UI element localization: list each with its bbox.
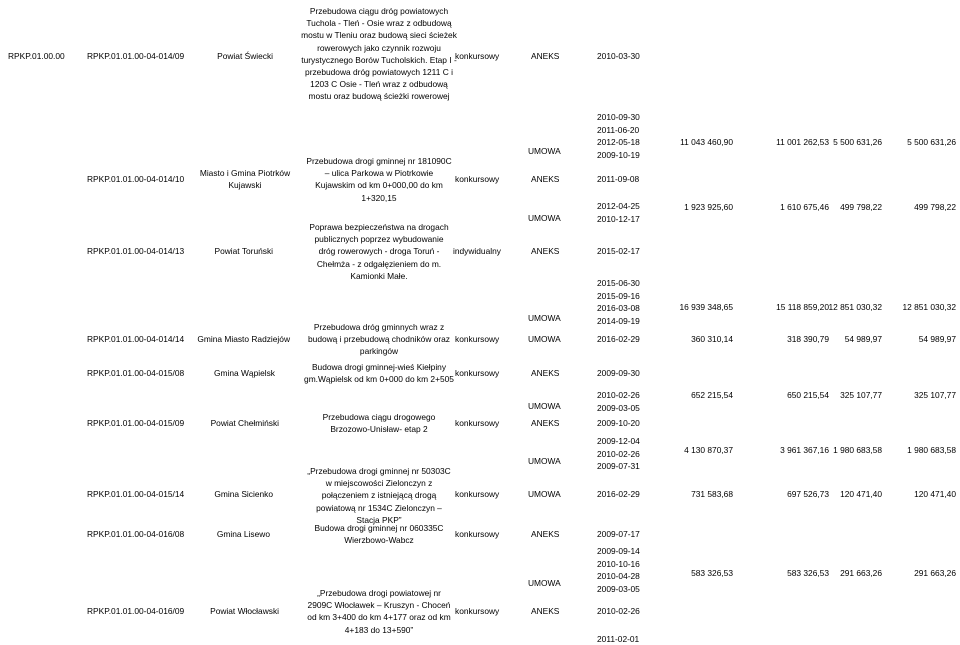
document-date: 2009-09-30 [597, 368, 640, 378]
document-type: UMOWA [528, 489, 561, 499]
selection-mode: konkursowy [455, 334, 500, 344]
project-code: RPKP.01.01.00-04-014/10 [87, 174, 185, 184]
project-code: RPKP.01.01.00-04-014/13 [87, 246, 185, 256]
date-item: 2010-09-30 [597, 112, 640, 122]
efrr-amount-previous: 1 980 683,58 [907, 445, 956, 455]
date-item: 2011-06-20 [597, 124, 640, 135]
total-cost: 11 043 460,90 [680, 137, 733, 147]
document-type: UMOWA [528, 146, 561, 156]
beneficiary: Gmina Lisewo [216, 529, 270, 539]
document-date: 2009-10-20 [597, 418, 640, 428]
date-item: 2015-06-30 [597, 278, 640, 288]
date-item: 2009-12-04 [597, 436, 640, 446]
document-date: 2011-09-08 [597, 174, 640, 184]
date-item: 2009-03-05 [597, 402, 640, 413]
selection-mode: konkursowy [455, 606, 500, 616]
total-cost: 652 215,54 [691, 390, 733, 400]
date-item: 2014-09-19 [597, 315, 640, 326]
efrr-amount: 291 663,26 [914, 568, 956, 578]
document-date: 2016-02-29 [597, 489, 640, 499]
efrr-amount: 54 989,97 [918, 334, 956, 344]
efrr-amount: 499 798,22 [914, 202, 956, 212]
project-title: Przebudowa drogi gminnej nr 181090C – ulica Parkowa w Piotrkowie Kujawskim od km 0+000,00 do km 1+320,15 [306, 156, 452, 203]
document-date: 2011-02-01 [597, 634, 640, 644]
document-type: ANEKS [531, 174, 560, 184]
document-type: ANEKS [531, 529, 560, 539]
date-list [597, 545, 640, 595]
eligible-cost: 318 390,79 [787, 334, 829, 344]
selection-mode: konkursowy [455, 368, 500, 378]
selection-mode: konkursowy [455, 489, 500, 499]
selection-mode: indywidualny [453, 246, 501, 256]
project-code: RPKP.01.01.00-04-015/09 [87, 418, 185, 428]
project-title: „Przebudowa drogi gminnej nr 50303C w miejscowości Zielonczyn z połączeniem z istniejącą drogą powiatową nr 1534C Zielonczyn – Stacja PKP” [307, 466, 451, 525]
cofinancing: 120 471,40 [840, 489, 882, 499]
document-date: 2010-03-30 [597, 51, 640, 61]
date-item: 2009-07-31 [597, 461, 640, 472]
document-type: ANEKS [531, 51, 560, 61]
total-cost: 731 583,68 [691, 489, 733, 499]
document-date: 2016-02-29 [597, 334, 640, 344]
project-title: Przebudowa ciągu dróg powiatowych Tuchola - Tleń - Osie wraz z odbudową mostu w Tleniu oraz budową sieci ścieżek rowerowych jako czynnik rozwoju turystycznego Borów Tucholskich. Etap I - przebudowa dróg powiatowych 1211 C i 1203 C Osie - Tleń wraz z odbudową mostu oraz budową ścieżki rowerowej [301, 6, 457, 102]
efrr-amount: 120 471,40 [914, 489, 956, 499]
cofinancing: 325 107,77 [840, 390, 882, 400]
project-code: RPKP.01.01.00-04-015/14 [87, 489, 185, 499]
project-title: Przebudowa dróg gminnych wraz z budową i przebudową chodników oraz parkingów [308, 322, 450, 357]
cofinancing-previous: 1 980 683,58 [833, 445, 882, 455]
document-type: UMOWA [528, 313, 561, 323]
project-title: „Przebudowa drogi powiatowej nr 2909C Włocławek – Kruszyn - Choceń od km 3+400 do km 4+177 oraz od km 4+183 do 13+590” [307, 588, 451, 635]
project-title: Budowa drogi gminnej-wieś Kiełpiny gm.Wąpielsk od km 0+000 do km 2+505 [304, 362, 454, 385]
document-date: 2010-02-26 [597, 606, 640, 616]
date-item: 2009-09-14 [597, 546, 640, 556]
date-item: 2010-12-17 [597, 213, 640, 224]
project-title: Przebudowa ciągu drogowego Brzozowo-Unisław- etap 2 [322, 412, 436, 435]
project-code: RPKP.01.01.00-04-016/08 [87, 529, 185, 539]
date-item: 2010-10-16 [597, 558, 640, 569]
date-item: 2010-04-28 [597, 571, 640, 582]
date-item: 2012-04-25 [597, 201, 640, 211]
eligible-cost-previous: 15 118 859,20 [776, 302, 829, 312]
total-cost-previous: 16 939 348,65 [679, 302, 733, 312]
project-title: Poprawa bezpieczeństwa na drogach publicznych poprzez wybudowanie dróg rowerowych - droga Toruń - Chełmża - z odgałęzieniem do m. Kamionki Małe. [309, 222, 449, 281]
beneficiary: Powiat Toruński [214, 246, 273, 256]
beneficiary: Gmina Wąpielsk [214, 368, 275, 378]
total-cost: 360 310,14 [691, 334, 733, 344]
eligible-cost: 697 526,73 [787, 489, 829, 499]
document-type: ANEKS [531, 606, 560, 616]
date-item: 2010-02-26 [597, 448, 640, 459]
eligible-cost-previous: 3 961 367,16 [780, 445, 829, 455]
project-title: Budowa drogi gminnej nr 060335C Wierzbowo-Wabcz [314, 523, 444, 546]
document-date: 2015-02-17 [597, 246, 640, 256]
project-code: RPKP.01.01.00-04-014/14 [87, 334, 185, 344]
date-list [597, 435, 640, 473]
date-item: 2009-10-19 [597, 149, 640, 160]
cofinancing-previous: 12 851 030,32 [828, 302, 882, 312]
total-cost: 583 326,53 [691, 568, 733, 578]
selection-mode: konkursowy [455, 174, 500, 184]
beneficiary: Powiat Włocławski [210, 606, 279, 616]
main-code-prefix: RPKP.01.00.00 [8, 51, 65, 61]
document-type: UMOWA [528, 213, 561, 223]
project-code: RPKP.01.01.00-04-014/09 [87, 51, 185, 61]
cofinancing: 5 500 631,26 [833, 137, 882, 147]
efrr-amount: 5 500 631,26 [907, 137, 956, 147]
date-list [597, 277, 640, 327]
selection-mode: konkursowy [455, 418, 500, 428]
document-type: ANEKS [531, 418, 560, 428]
eligible-cost: 650 215,54 [787, 390, 829, 400]
cofinancing: 499 798,22 [840, 202, 882, 212]
eligible-cost: 11 001 262,53 [776, 137, 829, 147]
document-type: UMOWA [528, 334, 561, 344]
document-date: 2009-07-17 [597, 529, 640, 539]
date-item: 2009-03-05 [597, 583, 640, 594]
beneficiary: Gmina Miasto Radziejów [197, 334, 290, 344]
total-cost-previous: 4 130 870,37 [684, 445, 733, 455]
document-type: UMOWA [528, 401, 561, 411]
date-list [597, 200, 640, 225]
document-type: UMOWA [528, 456, 561, 466]
eligible-cost: 1 610 675,46 [780, 202, 829, 212]
date-list [597, 389, 640, 414]
document-type: ANEKS [531, 368, 560, 378]
date-item: 2015-09-16 [597, 290, 640, 301]
efrr-amount: 325 107,77 [914, 390, 956, 400]
selection-mode: konkursowy [455, 51, 500, 61]
beneficiary: Powiat Chełmiński [210, 418, 279, 428]
document-type: ANEKS [531, 246, 560, 256]
eligible-cost: 583 326,53 [787, 568, 829, 578]
project-code: RPKP.01.01.00-04-015/08 [87, 368, 185, 378]
date-item: 2012-05-18 [597, 137, 640, 148]
date-item: 2016-03-08 [597, 303, 640, 314]
beneficiary: Gmina Sicienko [214, 489, 273, 499]
total-cost: 1 923 925,60 [684, 202, 733, 212]
efrr-amount-previous: 12 851 030,32 [902, 302, 956, 312]
beneficiary: Powiat Świecki [217, 51, 273, 61]
date-list [597, 111, 640, 161]
document-type: UMOWA [528, 578, 561, 588]
cofinancing: 54 989,97 [844, 334, 882, 344]
beneficiary: Miasto i Gmina Piotrków Kujawski [199, 168, 291, 191]
date-item: 2010-02-26 [597, 390, 640, 400]
cofinancing: 291 663,26 [840, 568, 882, 578]
selection-mode: konkursowy [455, 529, 500, 539]
project-code: RPKP.01.01.00-04-016/09 [87, 606, 185, 616]
